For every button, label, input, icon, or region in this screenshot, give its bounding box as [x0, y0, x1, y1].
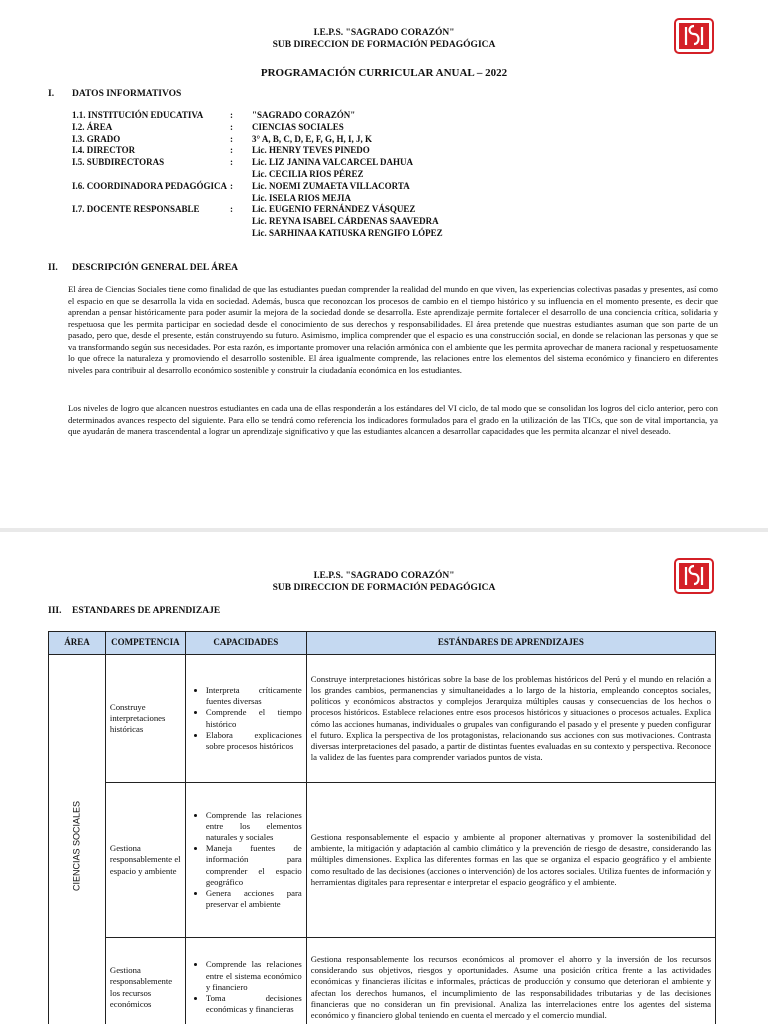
competencia-cell: Construye interpretaciones históricas [105, 655, 185, 783]
capacidades-cell [185, 655, 306, 783]
info-row [72, 204, 492, 216]
capacidad-item: • Interpreta críticamente fuentes diversas [206, 685, 302, 707]
info-colon: : [230, 204, 233, 215]
info-value: "SAGRADO CORAZÓN" [252, 110, 356, 120]
info-value: Lic. SARHINAA KATIUSKA RENGIFO LÓPEZ [252, 227, 443, 238]
info-colon [230, 193, 252, 205]
info-value: Lic. HENRY TEVES PINEDO [252, 145, 370, 156]
capacidades-cell [185, 783, 306, 938]
info-value: CIENCIAS SOCIALES [252, 121, 344, 132]
info-key [72, 216, 230, 228]
info-value: Lic. NOEMI ZUMAETA VILLACORTA [252, 180, 410, 191]
info-key: 1.1. INSTITUCIÓN EDUCATIVA [72, 110, 204, 120]
estandar-cell: Gestiona responsablemente los recursos económicos al promover el ahorro y la inversión de los recursos considerando sus objetivos, riesgos y oportunidades. Asume una posición crítica frente a las actividades económicas y financieras ilícitas e informales, prácticas de producción y consumo que deterioran el ambiente y afectan los derechos humanos, el incumplimiento de las responsabilidades tributarias y de las decisiones financieras que no consideran un fin previsional. Analiza las interrelaciones entre los agentes del sistema económico y financiero global teniendo en cuenta el mercado y el comercio mundial. [306, 938, 715, 1024]
info-row [72, 169, 492, 181]
capacidad-item: • Comprende las relaciones entre los elementos naturales y sociales [206, 810, 302, 844]
school-logo-icon [674, 558, 714, 594]
info-colon: : [230, 145, 233, 156]
estandar-cell: Construye interpretaciones históricas sobre la base de los problemas históricos del Perú y el mundo en relación a los grandes cambios, permanencias y simultaneidades a lo largo de la historia, empleando conceptos sociales, políticos y económicos abstractos y complejos Jerarquiza múltiples causas y consecuencias de los hechos o procesos históricos. Establece relaciones entre esos procesos históricos y situaciones o procesos actuales. Explica cómo las acciones humanas, individuales o grupales van configurando el pasado y el presente y pueden configurar el futuro. Explica la perspectiva de los protagonistas, relacionando sus acciones con sus motivaciones. Contrasta diversas interpretaciones del pasado, a partir de distintas fuentes evaluadas en su contexto y perspectiva. Reconoce la validez de las fuentes para comprender variados puntos de vista. [306, 655, 715, 783]
info-row [72, 157, 492, 169]
header-estandares: ESTÁNDARES DE APRENDIZAJES [306, 632, 715, 655]
info-value: Lic. ISELA RIOS MEJIA [252, 192, 352, 203]
table-header-row [49, 632, 716, 655]
competencia-cell: Gestiona responsablemente los recursos económicos [105, 938, 185, 1024]
capacidades-list [190, 810, 302, 911]
info-colon: : [230, 133, 233, 144]
section-1-number: I. [48, 89, 55, 99]
capacidades-list [190, 959, 302, 1015]
info-row [72, 193, 492, 205]
info-key: I.7. DOCENTE RESPONSABLE [72, 204, 200, 215]
info-colon [230, 169, 252, 181]
info-row [72, 181, 492, 193]
capacidad-item: • Comprende el tiempo histórico [206, 707, 302, 729]
info-key [72, 193, 230, 205]
info-row [72, 145, 492, 157]
info-colon [230, 216, 252, 228]
section-1-title: DATOS INFORMATIVOS [72, 89, 182, 99]
school-name: I.E.P.S. "SAGRADO CORAZÓN" [313, 571, 455, 581]
school-name: I.E.P.S. "SAGRADO CORAZÓN" [313, 28, 455, 38]
section-2-number: II. [48, 263, 58, 273]
capacidad-item: • Toma decisiones económicas y financieras [206, 993, 302, 1015]
info-key [72, 169, 230, 181]
section-3-number: III. [48, 606, 62, 616]
capacidades-list [190, 685, 302, 752]
area-cell [49, 655, 106, 1024]
info-key: I.2. ÁREA [72, 121, 113, 132]
document-title: PROGRAMACIÓN CURRICULAR ANUAL – 2022 [260, 67, 508, 79]
info-value: Lic. REYNA ISABEL CÁRDENAS SAAVEDRA [252, 216, 439, 227]
capacidad-item: • Elabora explicaciones sobre procesos históricos [206, 730, 302, 752]
info-colon: : [230, 121, 233, 132]
info-row [72, 134, 492, 146]
info-value: Lic. EUGENIO FERNÁNDEZ VÁSQUEZ [252, 204, 416, 215]
info-list [72, 110, 492, 240]
info-key: I.3. GRADO [72, 133, 121, 144]
header-area: ÁREA [49, 632, 106, 655]
info-colon: : [230, 110, 233, 120]
standards-table [48, 631, 716, 1024]
area-description-paragraph-1: El área de Ciencias Sociales tiene como finalidad de que las estudiantes puedan comprender la realidad del mundo en que viven, las experiencias colectivas pasadas y presentes, así como el espacio en que se desarrolla la vida en sociedad. Además, busca que reconozcan los procesos de cambio en el tiempo histórico y su influencia en el momento presente, es decir que aprendan a pensar históricamente para poder asumir la mejora de la sociedad donde se desarrolla. Este aprendizaje permite fortalecer el desarrollo de una conciencia crítica, solidaria y respetuosa que les permita participar en sociedad desde el conocimiento de sus derechos y responsabilidades. El área pretende que nuestras estudiantes asuman que son parte de un pasado, pero que, desde el presente, están construyendo su futuro. Asimismo, implica comprender que el espacio es una construcción social, en donde se relacionan las personas y que se va transformando según sus necesidades. Por esta razón, es importante promover una relación armónica con el ambiente que les permita aprovechar de manera racional y respetuosamente lo que ofrece la naturaleza y promoviendo el desarrollo sostenible. El área igualmente comprende, las relaciones entre los elementos del sistema económico y financiero en diferentes niveles para contribuir al desarrollo económico sostenible y construir la ciudadanía económica en los estudiantes. [68, 284, 718, 375]
capacidad-item: • Maneja fuentes de información para comprender el espacio geográfico [206, 843, 302, 888]
section-2-title: DESCRIPCIÓN GENERAL DEL ÁREA [72, 263, 239, 273]
area-description-paragraph-2: Los niveles de logro que alcancen nuestros estudiantes en cada una de ellas responderán a los estándares del VI ciclo, de tal modo que se consolidan los logros del ciclo anterior, pero con determinados avances respecto del siguiente. Para ello se tendrá como referencia los indicadores formulados para el grado en la utilización de las TICs, que son de vital importancia, ya que ayudarán de manera trascendental a lograr un aprendizaje significativo y que las estudiantes alcancen a desarrollar capacidades que les permita alcanzar el nivel deseado. [68, 403, 718, 436]
section-3-title: ESTANDARES DE APRENDIZAJE [72, 606, 221, 616]
table-row [49, 655, 716, 783]
header-competencia: COMPETENCIA [105, 632, 185, 655]
school-logo-icon [674, 18, 714, 54]
office-name: SUB DIRECCION DE FORMACIÓN PEDAGÓGICA [272, 40, 496, 50]
page-header [0, 27, 768, 51]
info-value: Lic. LIZ JANINA VALCARCEL DAHUA [252, 157, 413, 168]
capacidad-item: • Genera acciones para preservar el ambiente [206, 888, 302, 910]
capacidad-item: • Comprende las relaciones entre el sistema económico y financiero [206, 959, 302, 993]
info-colon: : [230, 157, 233, 168]
info-row [72, 110, 492, 122]
info-row [72, 122, 492, 134]
header-capacidades: CAPACIDADES [185, 632, 306, 655]
estandar-cell: Gestiona responsablemente el espacio y ambiente al proponer alternativas y promover la sostenibilidad del ambiente, la mitigación y adaptación al cambio climático y la prevención de riesgo de desastre, considerando las múltiples dimensiones. Explica las diferentes formas en las que se organiza el espacio geográfico y el ambiente como resultado de las decisiones (acciones o intervención) de los actores sociales. Utiliza fuentes de información y herramientas digitales para representar e interpretar el espacio geográfico y el ambiente. [306, 783, 715, 938]
info-key [72, 228, 230, 240]
info-row [72, 228, 492, 240]
table-row [49, 938, 716, 1024]
info-value: Lic. CECILIA RIOS PÉREZ [252, 168, 364, 179]
info-colon: : [230, 180, 233, 191]
info-value: 3° A, B, C, D, E, F, G, H, I, J, K [252, 133, 373, 144]
table-row [49, 783, 716, 938]
page-2 [0, 532, 768, 1024]
info-row [72, 216, 492, 228]
capacidades-cell [185, 938, 306, 1024]
competencia-cell: Gestiona responsablemente el espacio y ambiente [105, 783, 185, 938]
info-key: I.4. DIRECTOR [72, 145, 136, 156]
office-name: SUB DIRECCION DE FORMACIÓN PEDAGÓGICA [272, 583, 496, 593]
area-label: CIENCIAS SOCIALES [71, 800, 82, 892]
page-header [0, 570, 768, 594]
info-key: I.5. SUBDIRECTORAS [72, 157, 165, 168]
info-key: I.6. COORDINADORA PEDAGÓGICA [72, 180, 228, 191]
info-colon [230, 228, 252, 240]
